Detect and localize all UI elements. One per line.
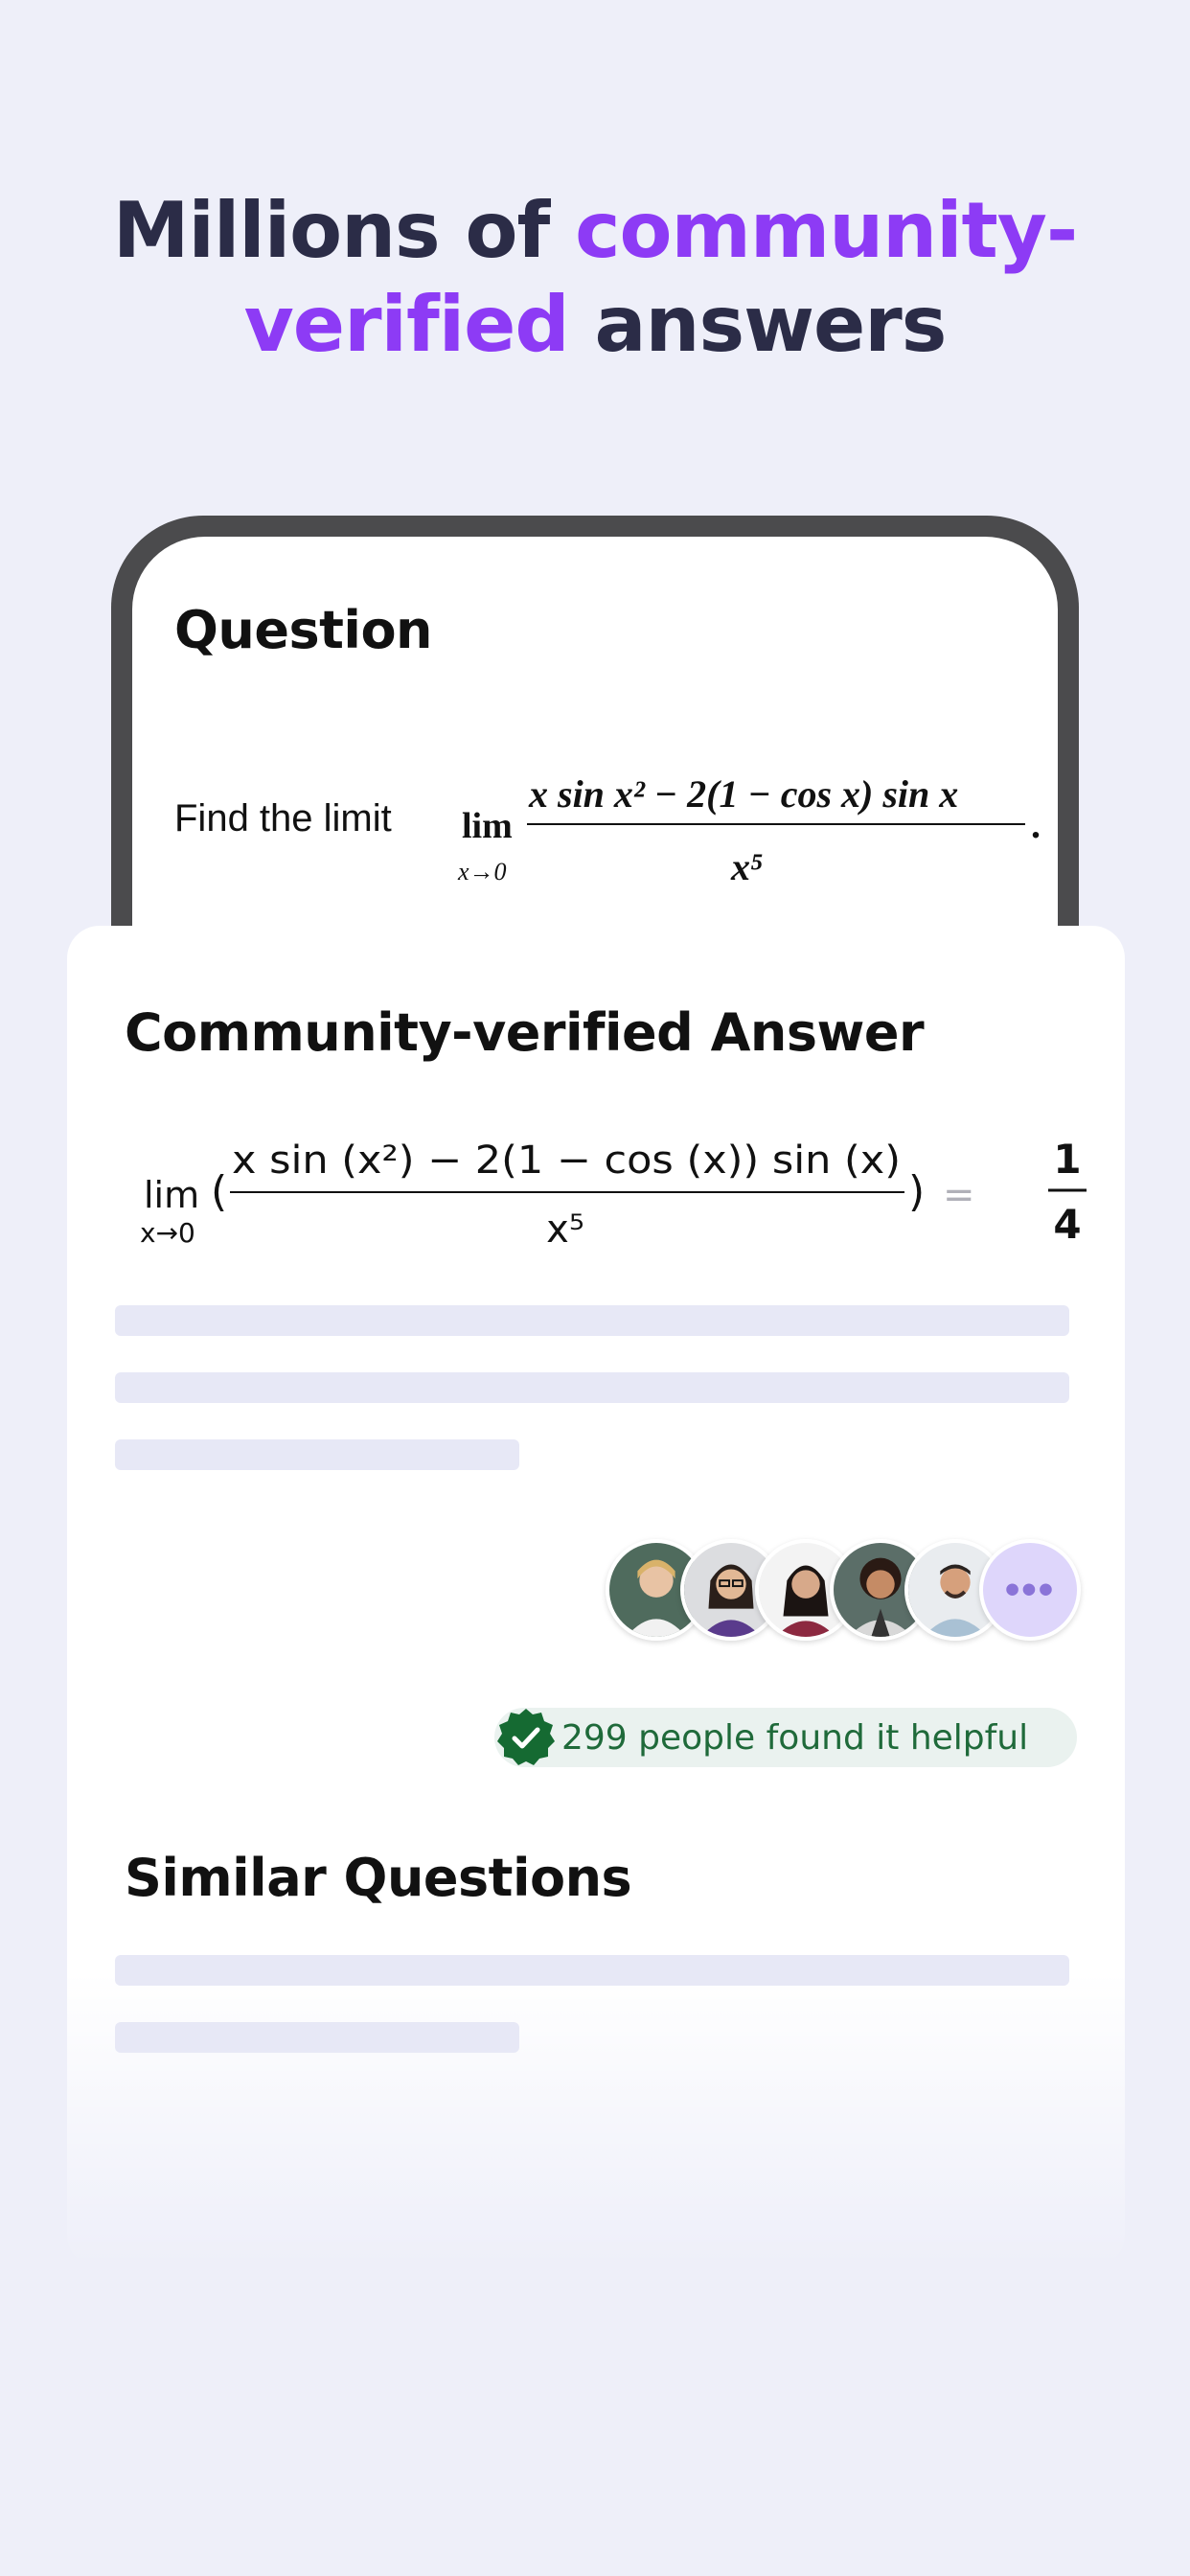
answer-card	[67, 926, 1125, 2267]
answer-formula	[138, 1127, 1087, 1261]
answer-formula-denominator: x⁵	[546, 1208, 584, 1252]
answer-skeleton-line-2	[115, 1372, 1069, 1403]
formula-sub: x→0	[458, 858, 507, 886]
formula-end: .	[1031, 803, 1041, 846]
answer-skeleton-line-1	[115, 1305, 1069, 1336]
ellipsis-icon: •••	[1004, 1566, 1056, 1613]
helpful-text: 299 people found it helpful	[561, 1718, 1029, 1758]
hero-text-accent-2: verified	[243, 280, 569, 369]
question-formula	[454, 757, 1048, 910]
formula-denominator: x⁵	[731, 845, 764, 888]
hero-heading	[0, 184, 1190, 372]
formula-numerator: x sin x² − 2(1 − cos x) sin x	[529, 772, 959, 816]
answer-skeleton-line-3	[115, 1439, 519, 1470]
answer-formula-sub: x→0	[140, 1217, 195, 1249]
hero-line-2	[0, 278, 1190, 372]
helpful-badge	[494, 1708, 1077, 1767]
similar-skeleton-line-2	[115, 2022, 519, 2053]
result-denominator: 4	[1053, 1201, 1082, 1248]
hero-text-plain-2: answers	[568, 280, 947, 369]
similar-skeleton-line-1	[115, 1955, 1069, 1986]
verified-check-icon	[494, 1706, 558, 1769]
hero-text-accent: community-	[575, 186, 1078, 275]
answer-formula-close-paren: )	[908, 1167, 926, 1216]
answer-formula-lim: lim	[144, 1174, 200, 1216]
more-helpers-button[interactable]	[979, 1539, 1081, 1641]
hero-line-1	[0, 184, 1190, 278]
question-title: Question	[174, 600, 432, 660]
hero-text-plain: Millions of	[112, 186, 576, 275]
answer-title: Community-verified Answer	[125, 1002, 925, 1063]
result-numerator: 1	[1053, 1136, 1082, 1183]
answer-formula-open-paren: (	[211, 1167, 228, 1216]
question-prompt: Find the limit	[174, 797, 392, 840]
answer-formula-equals: =	[943, 1173, 975, 1217]
formula-lim: lim	[462, 806, 513, 846]
answer-formula-numerator: x sin (x²) − 2(1 − cos (x)) sin (x)	[232, 1138, 901, 1183]
similar-questions-title: Similar Questions	[125, 1848, 632, 1908]
